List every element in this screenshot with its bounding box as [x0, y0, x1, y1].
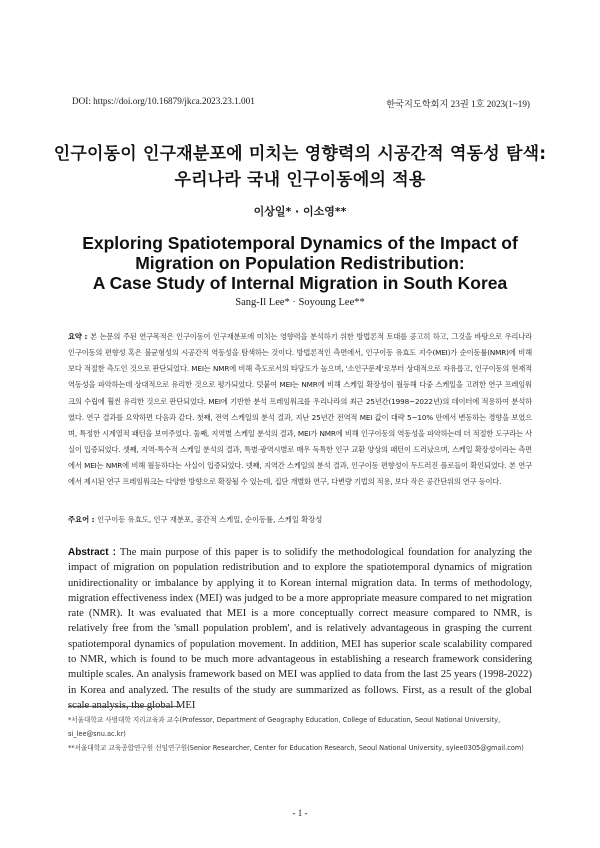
english-title-line-3: A Case Study of Internal Migration in South Korea [92, 273, 508, 293]
keywords [68, 513, 532, 527]
english-abstract-text: The main purpose of this paper is to solidify the methodological foundation for analyzing the impact of migration on population redistribution and to explore the spatiotemporal dynamics of migration unidirectionality or imbalance by applying it to Korean internal migration data. In terms of methodology, migration effectiveness index (MEI) was judged to be a more appropriate measure compared to net migration rate (NMR). It was evaluated that MEI is a more conceptually correct measure compared to NMR, is relatively free from the 'small population problem', and is relatively advantageous in grasping the current spatiotemporal dynamics of population movement. In addition, MEI has superior scale scalability compared to NMR, which is found to be much more advantageous in establishing a research framework considering multiple scales. An analysis framework based on MEI was applied to data from the last 25 years (1998-2022) in Korea and analyzed. The results of the study are summarized as follows. First, as a result of the global scale analysis, the global MEI [68, 547, 532, 711]
korean-authors: 이상일* · 이소영** [253, 205, 347, 218]
english-abstract-label: Abstract : [68, 547, 120, 558]
korean-abstract-text: 본 논문의 주된 연구목적은 인구이동이 인구재분포에 미치는 영향력을 분석하기 위한 방법론적 토대를 공고히 하고, 그것을 바탕으로 우리나라 인구이동의 편향성 혹은 불균형성의 시공간적 역동성을 탐색하는 것이다. 방법론적인 측면에서, 인구이동 유효도 지수(MEI)가 순이동률(NMR)에 비해 보다 적절한 측도인 것으로 판단되었다. MEI는 NMR에 비해 측도로서의 타당도가 높으며, '소인구문제'로부터 상대적으로 자유롭고, 인구이동의 현재적 역동성을 파악하는데 상대적으로 유리한 것으로 평가되었다. 덧붙여 MEI는 NMR에 비해 스케일 확장성이 월등해 다중 스케일을 고려한 연구 프레임워크의 수립에 훨씬 유리한 것으로 판단되었다. MEI에 기반한 분석 프레임워크를 우리나라의 최근 25년간(1998~2022년)의 데이터에 적용하여 분석하였다. 연구 결과를 요약하면 다음과 같다. 첫째, 전역 스케일의 분석 결과, 지난 25년간 전역적 MEI 값이 대략 5~10% 안에서 변동하는 경향을 보였으며, 특정한 시계열적 패턴을 보여주었다. 둘째, 지역별 스케일 분석의 결과, MEI가 NMR에 비해 인구이동의 역동성을 파악하는데 더 적절한 도구라는 사실이 입증되었다. 셋째, 지역-특수적 스케일 분석의 결과, 특별·광역시별로 매우 독특한 인구 교환 양상의 패턴이 드러났으며, 스케일 확장성이라는 측면에서 MEI는 NMR에 비해 월등하다는 사실이 입증되었다. 넷째, 지역간 스케일의 분석 결과, 인구이동 편향성이 두드러진 플로들이 확인되었다. 본 연구에서 제시된 연구 프레임워크는 다양한 방향으로 확장될 수 있는데, 집단 개별화 연구, 다변량 기법의 적용, 보다 작은 공간단위의 연구 등이다. [68, 332, 532, 487]
page-number: - 1 - [292, 808, 308, 818]
footnote-2: **서울대학교 교육종합연구원 선임연구원(Senior Researcher, Center for Education Research, Seoul National University, sylee0305@gmail.com) [68, 744, 524, 752]
korean-title-line-1: 인구이동이 인구재분포에 미치는 영향력의 시공간적 역동성 탐색: [53, 144, 547, 164]
korean-title-line-2: 우리나라 국내 인구이동에의 적용 [174, 170, 426, 190]
footnote-1: *서울대학교 사범대학 지리교육과 교수(Professor, Department of Geography Education, College of Education, Seoul National University, si_lee@snu.ac.kr) [68, 716, 501, 738]
keywords-label: 주요어 : [68, 515, 98, 524]
korean-abstract-label: 요약 : [68, 332, 91, 341]
english-title-line-2: Migration on Population Redistribution: [135, 253, 465, 273]
english-authors: Sang-Il Lee* · Soyoung Lee** [235, 297, 365, 308]
doi-line[interactable]: DOI: https://doi.org/10.16879/jkca.2023.23.1.001 [72, 96, 255, 106]
english-title-line-1: Exploring Spatiotemporal Dynamics of the Impact of [82, 233, 518, 253]
footnote-divider [68, 706, 180, 707]
journal-citation: 한국지도학회지 23권 1호 2023(1~19) [386, 99, 530, 109]
english-abstract [68, 545, 532, 713]
korean-abstract [68, 329, 532, 491]
keywords-text: 인구이동 유효도, 인구 재분포, 공간적 스케일, 순이동률, 스케일 확장성 [97, 515, 323, 524]
